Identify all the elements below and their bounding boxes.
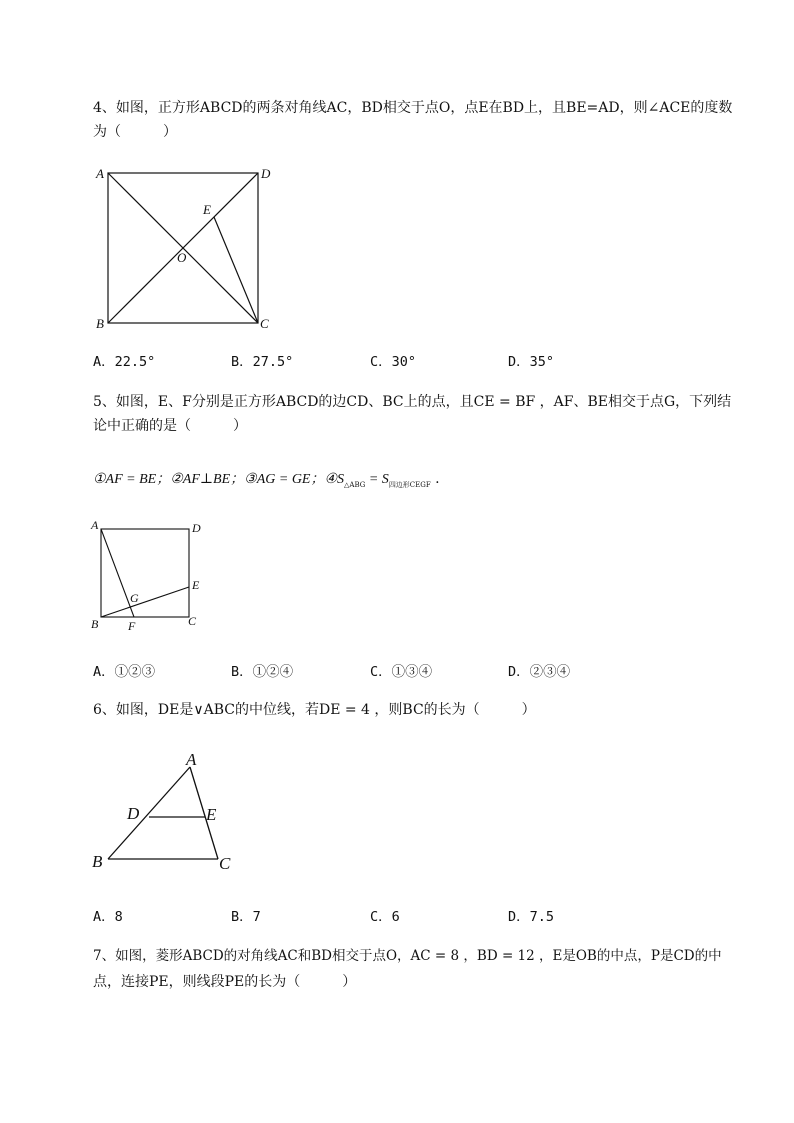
label-d: D	[261, 166, 271, 181]
question-4-figure	[90, 162, 280, 337]
condition-end: .	[430, 471, 440, 487]
option-d[interactable]: D．②③④	[508, 664, 571, 680]
question-5-figure	[88, 515, 218, 635]
condition-1: ①AF = BE	[93, 472, 157, 487]
option-a[interactable]: A．①②③	[93, 664, 156, 680]
label-g: G	[130, 591, 139, 605]
question-4-text: 4、如图，正方形ABCD的两条对角线AC，BD相交于点O，点E在BD上，且BE=AD，则∠ACE的度数为（ ）	[93, 100, 733, 140]
option-a[interactable]: A．8	[93, 909, 123, 925]
label-e: E	[203, 202, 211, 217]
option-b[interactable]: B．7	[231, 909, 261, 925]
condition-3: ；③AG = GE	[230, 472, 311, 487]
condition-2: ；②AF⊥BE	[156, 472, 231, 487]
condition-4: ；④S	[310, 472, 345, 487]
label-b: B	[92, 852, 103, 871]
segment-ce	[214, 217, 258, 323]
option-b[interactable]: B．27.5°	[231, 354, 294, 370]
label-a: A	[186, 750, 197, 769]
label-d: D	[127, 804, 140, 823]
side-ab	[108, 767, 190, 859]
option-d[interactable]: D．7.5	[508, 909, 555, 925]
question-5-text: 5、如图，E、F分别是正方形ABCD的边CD、BC上的点，且CE = BF ，AF、BE相交于点G，下列结论中正确的是（ ）	[93, 394, 732, 434]
question-4-options	[93, 350, 693, 370]
condition-4-subscript-1: △ABG	[344, 480, 366, 489]
question-5-options	[93, 660, 693, 680]
label-a: A	[91, 518, 99, 532]
condition-4-subscript-2: 四边形CEGF	[388, 480, 431, 489]
condition-4-equals: = S	[365, 472, 389, 487]
label-c: C	[219, 854, 231, 873]
option-c[interactable]: C．30°	[370, 354, 417, 370]
option-a[interactable]: A．22.5°	[93, 354, 156, 370]
label-e: E	[192, 578, 200, 592]
question-6-text: 6、如图，DE是∨ABC的中位线，若DE = 4 ，则BC的长为（ ）	[93, 702, 536, 718]
label-c: C	[260, 316, 269, 331]
label-c: C	[188, 614, 197, 628]
label-a: A	[96, 166, 104, 181]
question-5-conditions	[93, 468, 440, 496]
segment-be	[101, 587, 189, 617]
label-d: D	[192, 521, 201, 535]
option-c[interactable]: C．①③④	[370, 664, 433, 680]
question-6-figure	[88, 745, 243, 875]
label-f: F	[128, 619, 136, 633]
option-b[interactable]: B．①②④	[231, 664, 294, 680]
question-7-line-1: 7、如图，菱形ABCD的对角线AC和BD相交于点O，AC = 8 ，BD = 12 ，E是OB的中点，P是CD的中	[93, 948, 722, 964]
option-c[interactable]: C．6	[370, 909, 400, 925]
label-b: B	[91, 617, 99, 631]
label-o: O	[177, 250, 187, 265]
option-d[interactable]: D．35°	[508, 354, 555, 370]
label-b: B	[96, 316, 104, 331]
question-7-line-2: 点，连接PE，则线段PE的长为（ ）	[93, 974, 357, 990]
label-e: E	[206, 805, 217, 824]
square-abcd	[101, 529, 189, 617]
question-6-options	[93, 905, 693, 925]
